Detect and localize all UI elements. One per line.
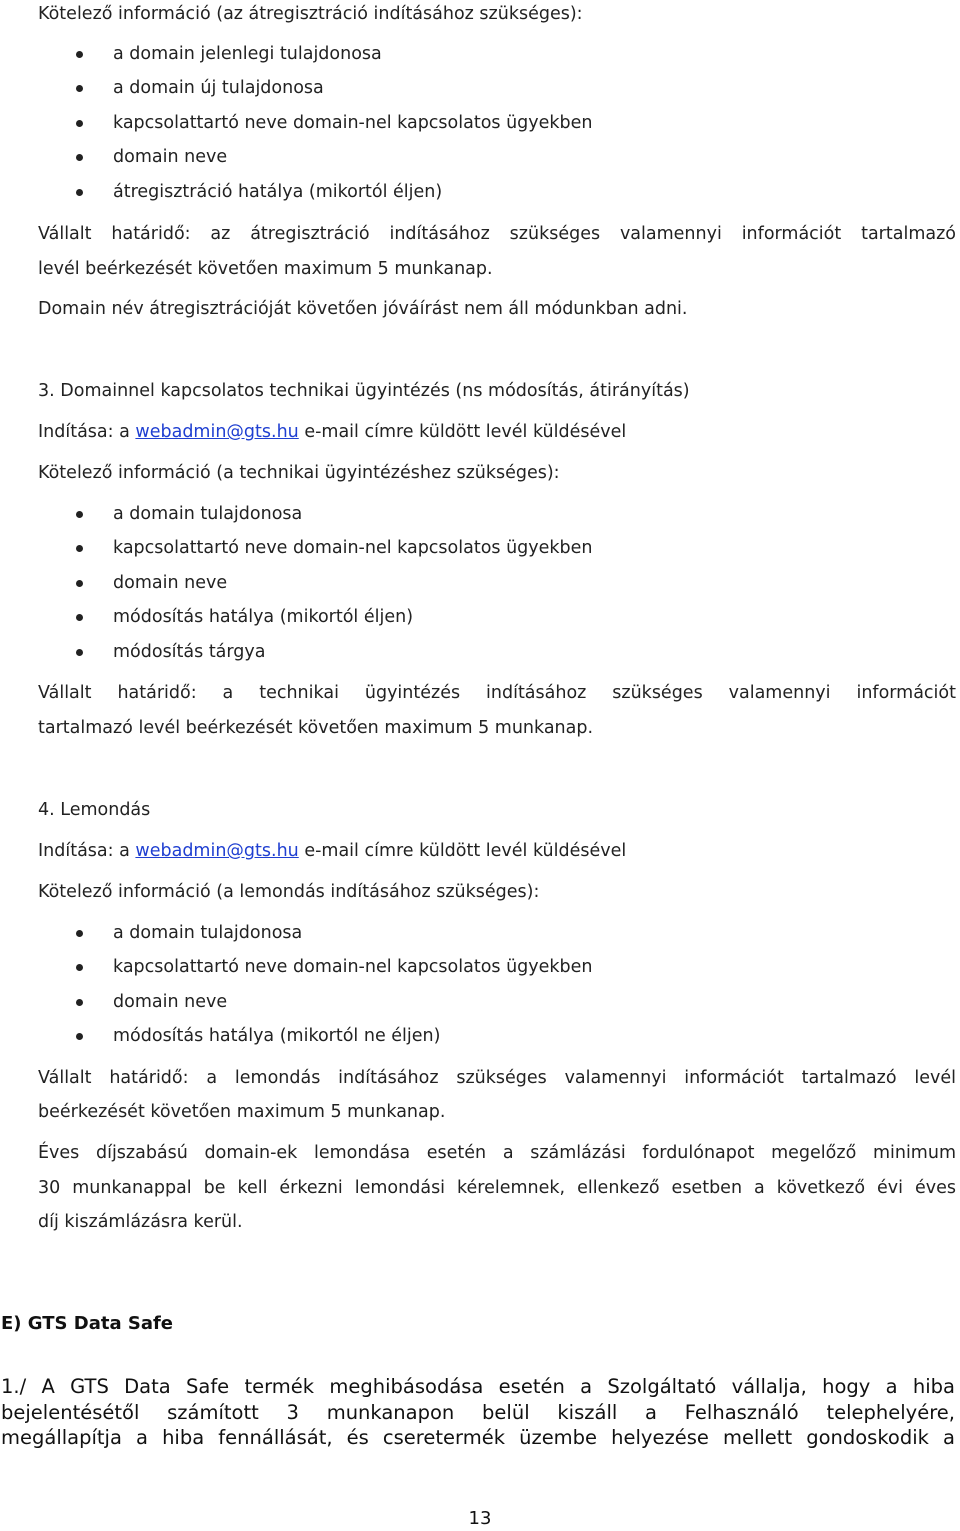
bullet-dot bbox=[76, 964, 83, 971]
start-prefix: Indítása: a bbox=[38, 841, 136, 861]
list-item: domain neve bbox=[113, 147, 228, 167]
list-item: módosítás hatálya (mikortól éljen) bbox=[113, 607, 414, 627]
deadline-text-line: Vállalt határidő: a technikai ügyintézés indításához szükséges valamennyi információt bbox=[38, 683, 956, 703]
credit-note: Domain név átregisztrációját követően jóváírást nem áll módunkban adni. bbox=[38, 299, 688, 319]
annual-fee-text-line: 30 munkanappal be kell érkezni lemondási kérelemnek, ellenkező esetben a következő évi éves bbox=[38, 1178, 956, 1198]
bullet-dot bbox=[76, 649, 83, 656]
list-item: kapcsolattartó neve domain-nel kapcsolatos ügyekben bbox=[113, 113, 593, 133]
bullet-dot bbox=[76, 999, 83, 1006]
data-safe-paragraph-line: 1./ A GTS Data Safe termék meghibásodása esetén a Szolgáltató vállalja, hogy a hiba bbox=[1, 1375, 955, 1398]
bullet-dot bbox=[76, 85, 83, 92]
deadline-text-line: tartalmazó levél beérkezését követően maximum 5 munkanap. bbox=[38, 718, 594, 738]
list-item: módosítás hatálya (mikortól ne éljen) bbox=[113, 1026, 441, 1046]
section-title-cancellation: 4. Lemondás bbox=[38, 800, 151, 820]
required-info-heading-transfer: Kötelező információ (az átregisztráció indításához szükséges): bbox=[38, 4, 583, 24]
email-link[interactable]: webadmin@gts.hu bbox=[135, 841, 299, 861]
start-suffix: e-mail címre küldött levél küldésével bbox=[298, 841, 627, 861]
deadline-text-line: Vállalt határidő: a lemondás indításához szükséges valamennyi információt tartalmazó levél bbox=[38, 1068, 956, 1088]
bullet-dot bbox=[76, 511, 83, 518]
page-number: 13 bbox=[468, 1508, 492, 1529]
list-item: domain neve bbox=[113, 992, 228, 1012]
required-info-heading-technical: Kötelező információ (a technikai ügyintézéshez szükséges): bbox=[38, 463, 560, 483]
list-item: domain neve bbox=[113, 573, 228, 593]
list-item: a domain tulajdonosa bbox=[113, 923, 303, 943]
list-item: a domain tulajdonosa bbox=[113, 504, 303, 524]
start-instruction bbox=[38, 840, 626, 862]
start-suffix: e-mail címre küldött levél küldésével bbox=[298, 422, 627, 442]
start-prefix: Indítása: a bbox=[38, 422, 136, 442]
list-item: a domain új tulajdonosa bbox=[113, 78, 324, 98]
bullet-dot bbox=[76, 154, 83, 161]
list-item: kapcsolattartó neve domain-nel kapcsolatos ügyekben bbox=[113, 538, 593, 558]
start-instruction bbox=[38, 421, 626, 443]
bullet-dot bbox=[76, 614, 83, 621]
deadline-text-line: Vállalt határidő: az átregisztráció indításához szükséges valamennyi információt tartalmazó bbox=[38, 224, 956, 244]
list-item: kapcsolattartó neve domain-nel kapcsolatos ügyekben bbox=[113, 957, 593, 977]
deadline-text-line: beérkezését követően maximum 5 munkanap. bbox=[38, 1102, 446, 1122]
list-item: módosítás tárgya bbox=[113, 642, 266, 662]
annual-fee-text-line: Éves díjszabású domain-ek lemondása esetén a számlázási fordulónapot megelőző minimum bbox=[38, 1143, 956, 1163]
bullet-dot bbox=[76, 189, 83, 196]
email-link[interactable]: webadmin@gts.hu bbox=[135, 422, 299, 442]
list-item: a domain jelenlegi tulajdonosa bbox=[113, 44, 382, 64]
bullet-dot bbox=[76, 580, 83, 587]
required-info-heading-cancellation: Kötelező információ (a lemondás indításához szükséges): bbox=[38, 882, 540, 902]
data-safe-paragraph-line: bejelentésétől számított 3 munkanapon belül kiszáll a Felhasználó telephelyére, bbox=[1, 1401, 955, 1424]
data-safe-paragraph-line: megállapítja a hiba fennállását, és cseretermék üzembe helyezése mellett gondoskodik a bbox=[1, 1426, 955, 1449]
list-item: átregisztráció hatálya (mikortól éljen) bbox=[113, 182, 443, 202]
section-heading-data-safe: E) GTS Data Safe bbox=[1, 1313, 174, 1334]
bullet-dot bbox=[76, 1033, 83, 1040]
bullet-dot bbox=[76, 545, 83, 552]
annual-fee-text-line: díj kiszámlázásra kerül. bbox=[38, 1212, 243, 1232]
section-title-technical: 3. Domainnel kapcsolatos technikai ügyintézés (ns módosítás, átirányítás) bbox=[38, 381, 690, 401]
bullet-dot bbox=[76, 51, 83, 58]
bullet-dot bbox=[76, 930, 83, 937]
bullet-dot bbox=[76, 120, 83, 127]
deadline-text-line: levél beérkezését követően maximum 5 munkanap. bbox=[38, 259, 493, 279]
